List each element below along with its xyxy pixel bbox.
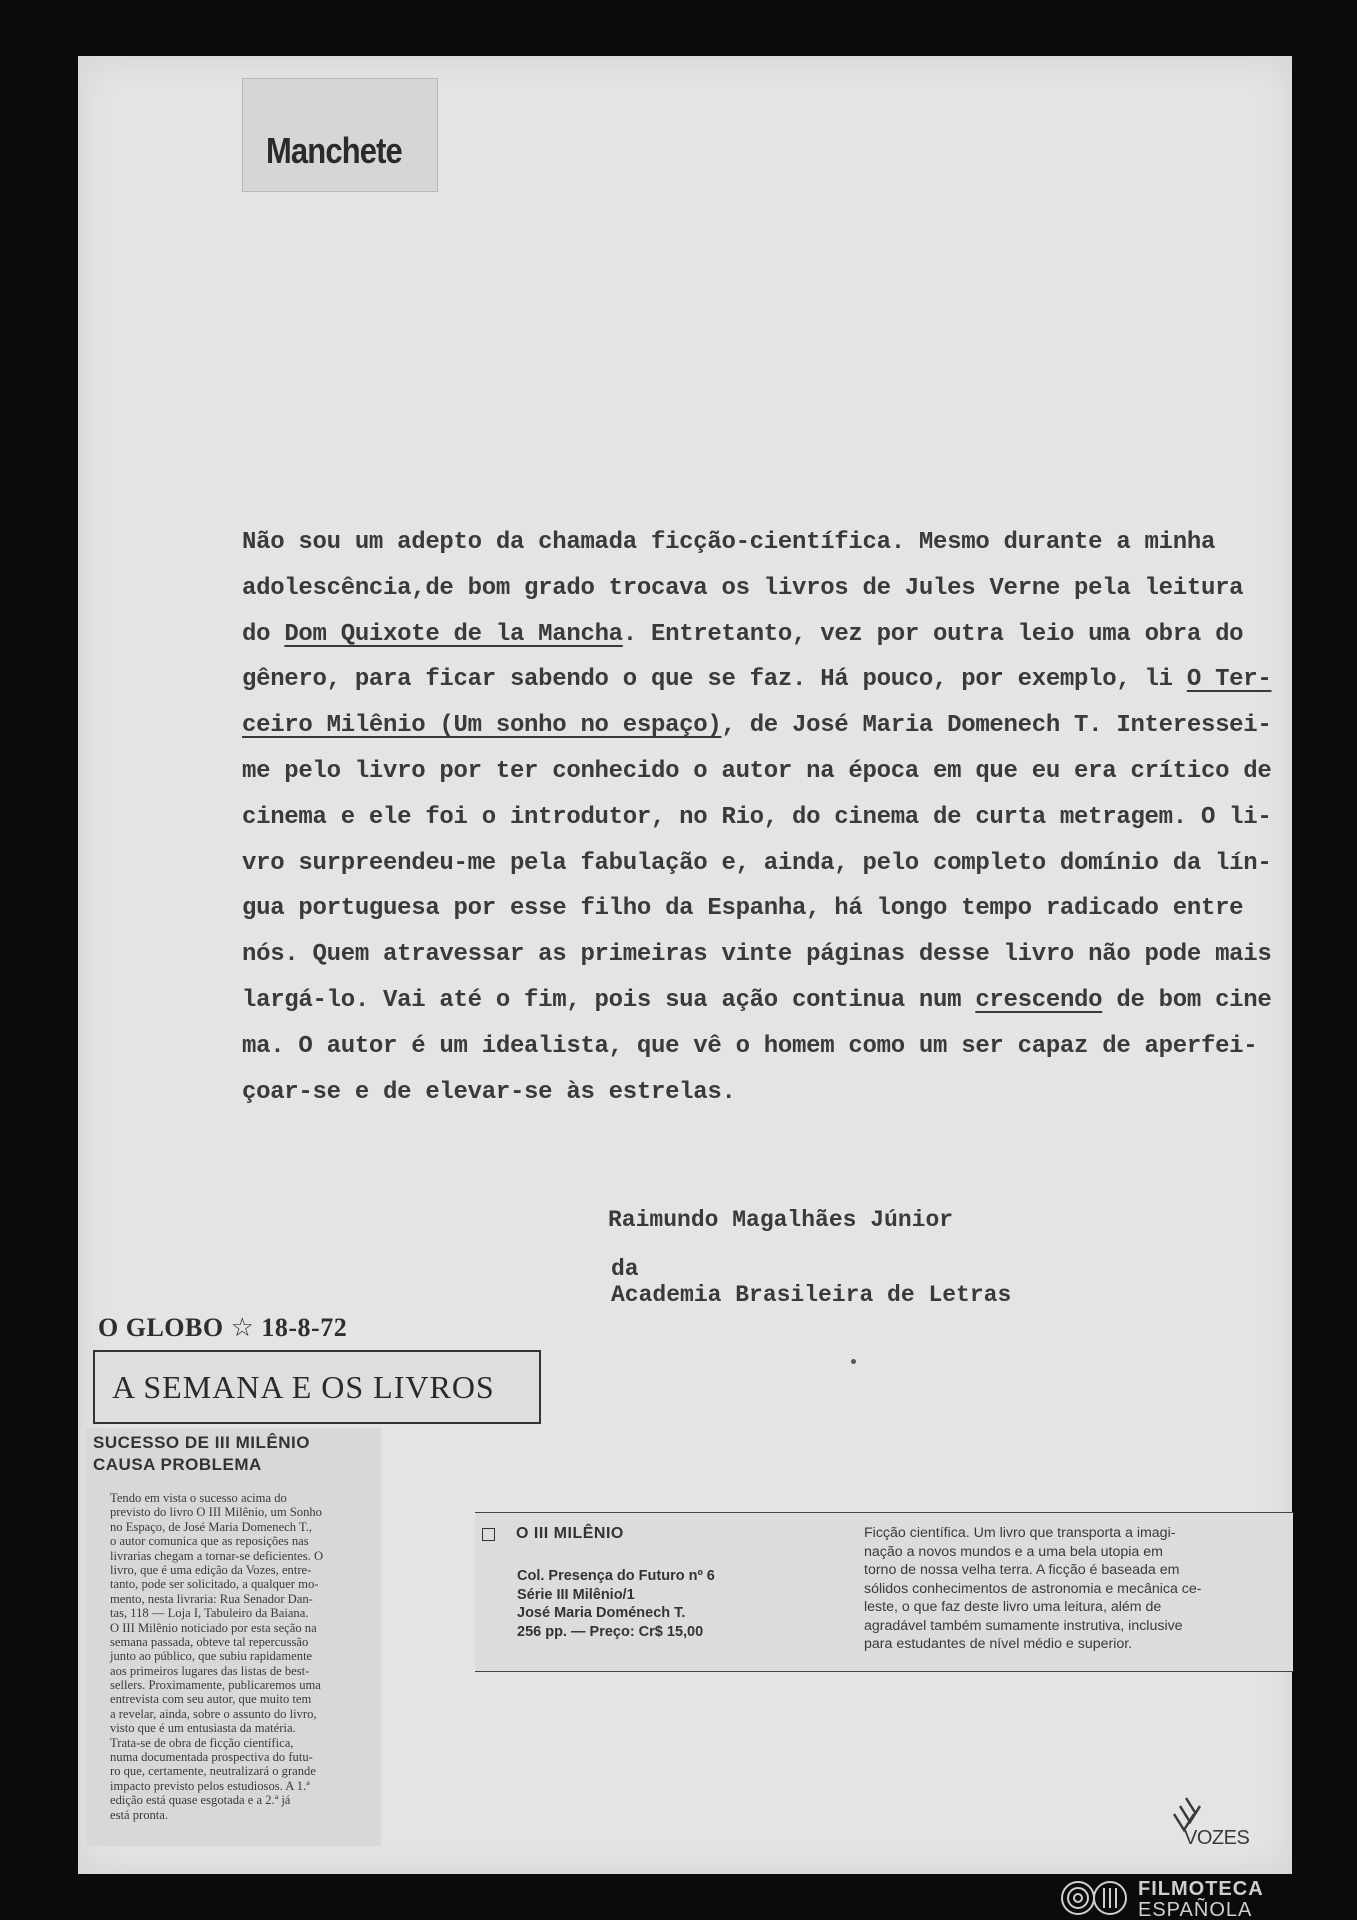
clipping-headline-2: CAUSA PROBLEMA xyxy=(93,1455,262,1474)
clipping-date: 18-8-72 xyxy=(261,1313,348,1342)
clipping-line: sellers. Proximamente, publicaremos uma xyxy=(110,1678,321,1693)
article-text: de bom cine xyxy=(1102,986,1272,1014)
clipping-line: visto que é um entusiasta da matéria. xyxy=(110,1721,296,1736)
clipping-headline xyxy=(93,1432,310,1476)
clipping-line: mento, nesta livraria: Rua Senador Dan- xyxy=(110,1591,313,1606)
clipping-source-line xyxy=(98,1313,347,1343)
article-text: cinema e ele foi o introdutor, no Rio, do cinema de curta metragem. O li- xyxy=(242,803,1272,831)
underlined-title: crescendo xyxy=(975,986,1103,1014)
book-description-line: nação a novos mundos e a uma bela utopia em xyxy=(864,1543,1163,1560)
article-line xyxy=(242,566,1262,612)
vozes-wordmark: VOZES xyxy=(1184,1827,1250,1848)
vozes-logo xyxy=(1170,1796,1290,1848)
filmoteca-line1: FILMOTECA xyxy=(1138,1878,1264,1900)
article-line xyxy=(242,978,1272,1024)
book-detail-line: 256 pp. — Preço: Cr$ 15,00 xyxy=(517,1623,704,1640)
clipping-body xyxy=(110,1491,380,1822)
article-line xyxy=(242,749,1272,795)
filmoteca-line2: ESPAÑOLA xyxy=(1138,1899,1253,1918)
clipping-line: livrarias chegam a tornar-se deficientes. O xyxy=(110,1548,324,1563)
article-line xyxy=(242,1070,1262,1116)
clipping-headline-1: SUCESSO DE III MILÊNIO xyxy=(93,1433,310,1452)
signature-da: da xyxy=(611,1256,639,1282)
book-detail-line: José Maria Doménech T. xyxy=(517,1605,686,1621)
book-description-line: Ficção científica. Um livro que transporta a imagi- xyxy=(864,1525,1176,1541)
book-description xyxy=(864,1524,1294,1654)
book-detail-line: Série III Milênio/1 xyxy=(517,1586,635,1603)
article-text: Não sou um adepto da chamada ficção-científica. Mesmo durante a minha xyxy=(242,529,1216,556)
underlined-title: ceiro Milênio (Um sonho no espaço) xyxy=(242,712,722,740)
clipping-line: tas, 118 — Loja I, Tabuleiro da Baiana. xyxy=(110,1606,309,1621)
article-line xyxy=(242,1024,1262,1070)
clipping-line: numa documentada prospectiva do futu- xyxy=(110,1750,313,1765)
clipping-line: no Espaço, de José Maria Domenech T., xyxy=(110,1519,313,1534)
article-text: gua portuguesa por esse filho da Espanha, há longo tempo radicado entre xyxy=(242,895,1244,923)
article-line xyxy=(242,657,1272,703)
article-line xyxy=(242,520,1262,566)
article-line xyxy=(242,795,1272,841)
article-text: do xyxy=(242,620,285,648)
article-text: . Entretanto, vez por outra leio uma obra do xyxy=(622,620,1244,648)
article-line xyxy=(242,932,1272,978)
article-text: me pelo livro por ter conhecido o autor na época em que eu era crítico de xyxy=(242,757,1272,785)
book-description-line: sólidos conhecimentos de astronomia e mecânica ce- xyxy=(864,1580,1202,1597)
clipping-line: a revelar, ainda, sobre o assunto do livro, xyxy=(110,1706,317,1721)
clipping-line: o autor comunica que as reposições nas xyxy=(110,1534,309,1549)
book-details xyxy=(517,1567,715,1641)
star-icon: ☆ xyxy=(230,1313,255,1342)
article-line xyxy=(242,841,1272,887)
clipping-line: livro, que é uma edição da Vozes, entre- xyxy=(110,1562,312,1577)
clipping-source: O GLOBO xyxy=(98,1313,224,1342)
ink-dot xyxy=(851,1359,856,1364)
clipping-line: aos primeiros lugares das listas de best- xyxy=(110,1663,310,1678)
article-text: nós. Quem atravessar as primeiras vinte páginas desse livro não pode mais xyxy=(242,941,1272,969)
book-detail-line: Col. Presença do Futuro nº 6 xyxy=(517,1568,715,1584)
article-text: vro surpreendeu-me pela fabulação e, ainda, pelo completo domínio da lín- xyxy=(242,849,1272,877)
clipping-line: edição está quase esgotada e a 2.ª já xyxy=(110,1793,291,1808)
article-text: ma. O autor é um idealista, que vê o homem como um ser capaz de aperfei- xyxy=(242,1032,1258,1060)
article-text: çoar-se e de elevar-se às estrelas. xyxy=(242,1078,736,1106)
clipping-line: O III Milênio noticiado por esta seção na xyxy=(110,1620,317,1635)
article-line xyxy=(242,886,1262,932)
checkbox-icon xyxy=(482,1528,495,1541)
section-title: A SEMANA E OS LIVROS xyxy=(112,1369,495,1405)
clipping-line: Trata-se de obra de ficção científica, xyxy=(110,1735,294,1750)
signature-name: Raimundo Magalhães Júnior xyxy=(608,1207,954,1233)
article-text: adolescência,de bom grado trocava os livros de Jules Verne pela leitura xyxy=(242,574,1244,602)
book-title: O III MILÊNIO xyxy=(516,1525,624,1542)
article-line xyxy=(242,703,1272,749)
book-description-line: leste, o que faz deste livro uma leitura, além de xyxy=(864,1599,1162,1615)
header-label: Manchete xyxy=(266,130,402,171)
clipping-line: entrevista com seu autor, que muito tem xyxy=(110,1692,312,1707)
underlined-title: Dom Quixote de la Mancha xyxy=(284,620,623,648)
clipping-line: ro que, certamente, neutralizará o grande xyxy=(110,1764,316,1779)
book-description-line: torno de nossa velha terra. A ficção é baseada em xyxy=(864,1562,1180,1578)
article-body xyxy=(242,520,1272,1115)
underlined-title: O Ter- xyxy=(1186,666,1272,694)
book-description-line: agradável também sumamente instrutiva, inclusive xyxy=(864,1617,1183,1634)
book-description-line: para estudantes de nível médio e superior. xyxy=(864,1636,1133,1652)
signature-org: Academia Brasileira de Letras xyxy=(611,1282,1012,1308)
article-text: gênero, para ficar sabendo o que se faz. Há pouco, por exemplo, li xyxy=(242,666,1187,694)
clipping-line: semana passada, obteve tal repercussão xyxy=(110,1634,309,1649)
article-text: , de José Maria Domenech T. Interessei- xyxy=(721,712,1272,740)
clipping-line: previsto do livro O III Milênio, um Sonho xyxy=(110,1505,322,1520)
article-line xyxy=(242,612,1262,658)
clipping-line: junto ao público, que subiu rapidamente xyxy=(110,1649,313,1664)
clipping-line: Tendo em vista o sucesso acima do xyxy=(110,1491,287,1505)
article-text: largá-lo. Vai até o fim, pois sua ação continua num xyxy=(242,986,976,1014)
clipping-line: impacto previsto pelos estudiosos. A 1.ª xyxy=(110,1778,310,1793)
clipping-line: está pronta. xyxy=(110,1807,169,1822)
clipping-line: tanto, pode ser solicitado, a qualquer mo- xyxy=(110,1577,319,1592)
filmoteca-logo xyxy=(1058,1878,1348,1918)
